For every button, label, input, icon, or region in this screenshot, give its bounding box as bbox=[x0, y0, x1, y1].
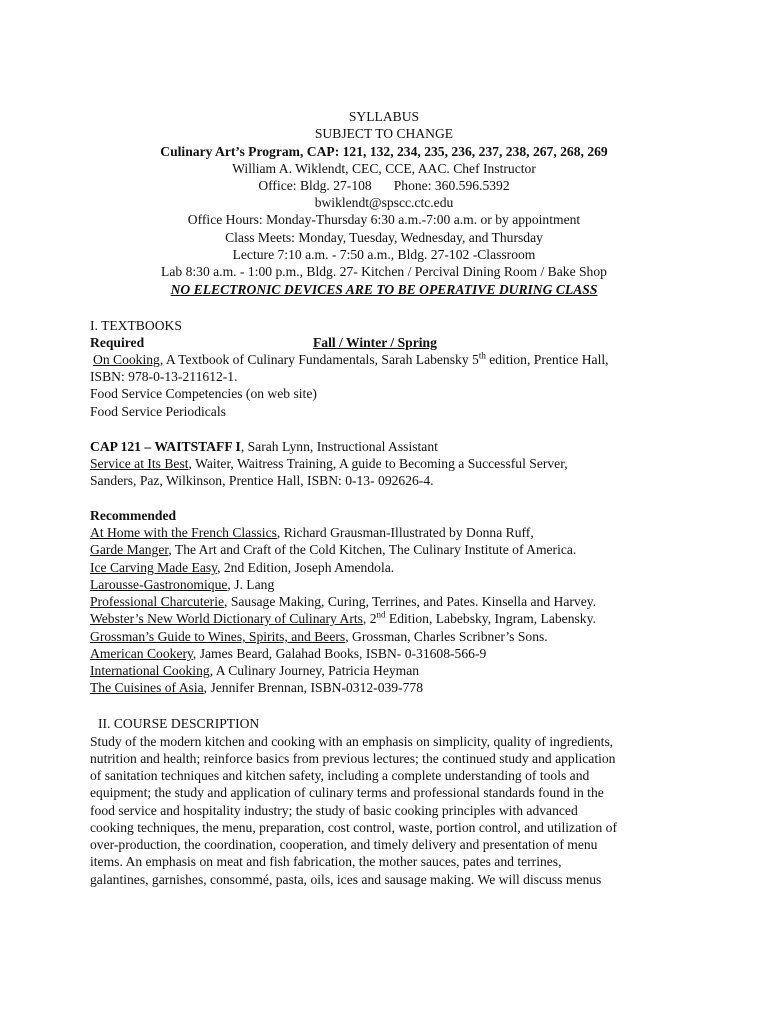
cap121-book-line: Service at Its Best, Waiter, Waitress Training, A guide to Becoming a Successful Server, bbox=[90, 456, 568, 471]
book-title: Grossman’s Guide to Wines, Spirits, and Beers bbox=[90, 629, 346, 644]
recommended-heading: Recommended bbox=[90, 508, 177, 523]
lecture-line: Lecture 7:10 a.m. - 7:50 a.m., Bldg. 27-102 -Classroom bbox=[232, 247, 536, 262]
book-title: Professional Charcuterie bbox=[90, 594, 225, 609]
textbooks-heading: I. TEXTBOOKS bbox=[90, 318, 182, 333]
recommended-item: Garde Manger, The Art and Craft of the Cold Kitchen, The Culinary Institute of America. bbox=[90, 542, 577, 557]
email-text: bwiklendt@spscc.ctc.edu bbox=[314, 195, 454, 210]
recommended-item: Webster’s New World Dictionary of Culinary Arts, 2nd Edition, Labebsky, Ingram, Labensky. bbox=[90, 609, 596, 626]
phone-text: Phone: 360.596.5392 bbox=[393, 178, 510, 193]
book-title: Larousse-Gastronomique bbox=[90, 577, 228, 592]
competencies-line: Food Service Competencies (on web site) bbox=[90, 386, 317, 401]
recommended-item: The Cuisines of Asia, Jennifer Brennan, ISBN-0312-039-778 bbox=[90, 680, 424, 695]
description-line: over-production, the coordination, cooperation, and timely delivery and presentation of menu bbox=[90, 837, 598, 852]
description-line: cooking techniques, the menu, preparation, cost control, waste, portion control, and utilization of bbox=[90, 820, 617, 835]
program-line: Culinary Art’s Program, CAP: 121, 132, 234, 235, 236, 237, 238, 267, 268, 269 bbox=[160, 144, 608, 159]
required-label: Required bbox=[90, 335, 145, 350]
book-title: Ice Carving Made Easy bbox=[90, 560, 218, 575]
description-line: items. An emphasis on meat and fish fabrication, the mother sauces, pates and terrines, bbox=[90, 854, 562, 869]
recommended-item: International Cooking, A Culinary Journey, Patricia Heyman bbox=[90, 663, 420, 678]
recommended-item: Ice Carving Made Easy, 2nd Edition, Joseph Amendola. bbox=[90, 560, 395, 575]
periodicals-line: Food Service Periodicals bbox=[90, 404, 226, 419]
book-title: Service at Its Best bbox=[90, 456, 189, 471]
book-title: The Cuisines of Asia bbox=[90, 680, 204, 695]
book-title: American Cookery bbox=[90, 646, 193, 661]
description-line: equipment; the study and application of culinary terms and professional standards found in the bbox=[90, 785, 604, 800]
book-title: Webster’s New World Dictionary of Culinary Arts bbox=[90, 611, 363, 626]
description-line: Study of the modern kitchen and cooking with an emphasis on simplicity, quality of ingredients, bbox=[90, 734, 614, 749]
class-meets-line: Class Meets: Monday, Tuesday, Wednesday, and Thursday bbox=[225, 230, 543, 245]
book-title: Garde Manger bbox=[90, 542, 169, 557]
book-title: On Cooking, bbox=[93, 352, 164, 367]
book-title: At Home with the French Classics bbox=[90, 525, 277, 540]
cap121-heading: CAP 121 – WAITSTAFF I bbox=[90, 439, 241, 454]
office-hours-line: Office Hours: Monday-Thursday 6:30 a.m.-7:00 a.m. or by appointment bbox=[187, 212, 581, 227]
recommended-item: American Cookery, James Beard, Galahad Books, ISBN- 0-31608-566-9 bbox=[90, 646, 487, 661]
required-book-isbn: ISBN: 978-0-13-211612-1. bbox=[90, 369, 238, 384]
cap121-book-line2: Sanders, Paz, Wilkinson, Prentice Hall, ISBN: 0-13- 092626-4. bbox=[90, 473, 434, 488]
office-text: Office: Bldg. 27-108 bbox=[258, 178, 372, 193]
book-title: International Cooking bbox=[90, 663, 210, 678]
course-description-heading: II. COURSE DESCRIPTION bbox=[98, 716, 260, 731]
office-phone-line bbox=[0, 177, 768, 194]
description-line: nutrition and health; reinforce basics from previous lectures; the continued study and application bbox=[90, 751, 616, 766]
instructor-line: William A. Wiklendt, CEC, CCE, AAC. Chef Instructor bbox=[232, 161, 536, 176]
required-book-line: On Cooking, A Textbook of Culinary Fundamentals, Sarah Labensky 5th edition, Prentice Hall, bbox=[93, 350, 609, 367]
cap121-heading-line: CAP 121 – WAITSTAFF I, Sarah Lynn, Instructional Assistant bbox=[90, 439, 438, 454]
description-line: of sanitation techniques and kitchen safety, including a complete understanding of tools and bbox=[90, 768, 590, 783]
recommended-item: At Home with the French Classics, Richard Grausman-Illustrated by Donna Ruff, bbox=[90, 525, 534, 540]
recommended-item: Grossman’s Guide to Wines, Spirits, and Beers, Grossman, Charles Scribner’s Sons. bbox=[90, 629, 548, 644]
terms-label: Fall / Winter / Spring bbox=[313, 335, 437, 350]
description-line: food service and hospitality industry; the study of basic cooking principles with advanced bbox=[90, 803, 578, 818]
description-line: galantines, garnishes, consommé, pasta, oils, ices and sausage making. We will discuss menus bbox=[90, 872, 602, 887]
document-subtitle: SUBJECT TO CHANGE bbox=[314, 126, 454, 141]
electronic-devices-warning: NO ELECTRONIC DEVICES ARE TO BE OPERATIVE DURING CLASS bbox=[170, 282, 598, 297]
recommended-item: Professional Charcuterie, Sausage Making, Curing, Terrines, and Pates. Kinsella and Harvey. bbox=[90, 594, 597, 609]
document-title: SYLLABUS bbox=[348, 109, 420, 124]
lab-line: Lab 8:30 a.m. - 1:00 p.m., Bldg. 27- Kitchen / Percival Dining Room / Bake Shop bbox=[161, 264, 607, 279]
recommended-item: Larousse-Gastronomique, J. Lang bbox=[90, 577, 275, 592]
